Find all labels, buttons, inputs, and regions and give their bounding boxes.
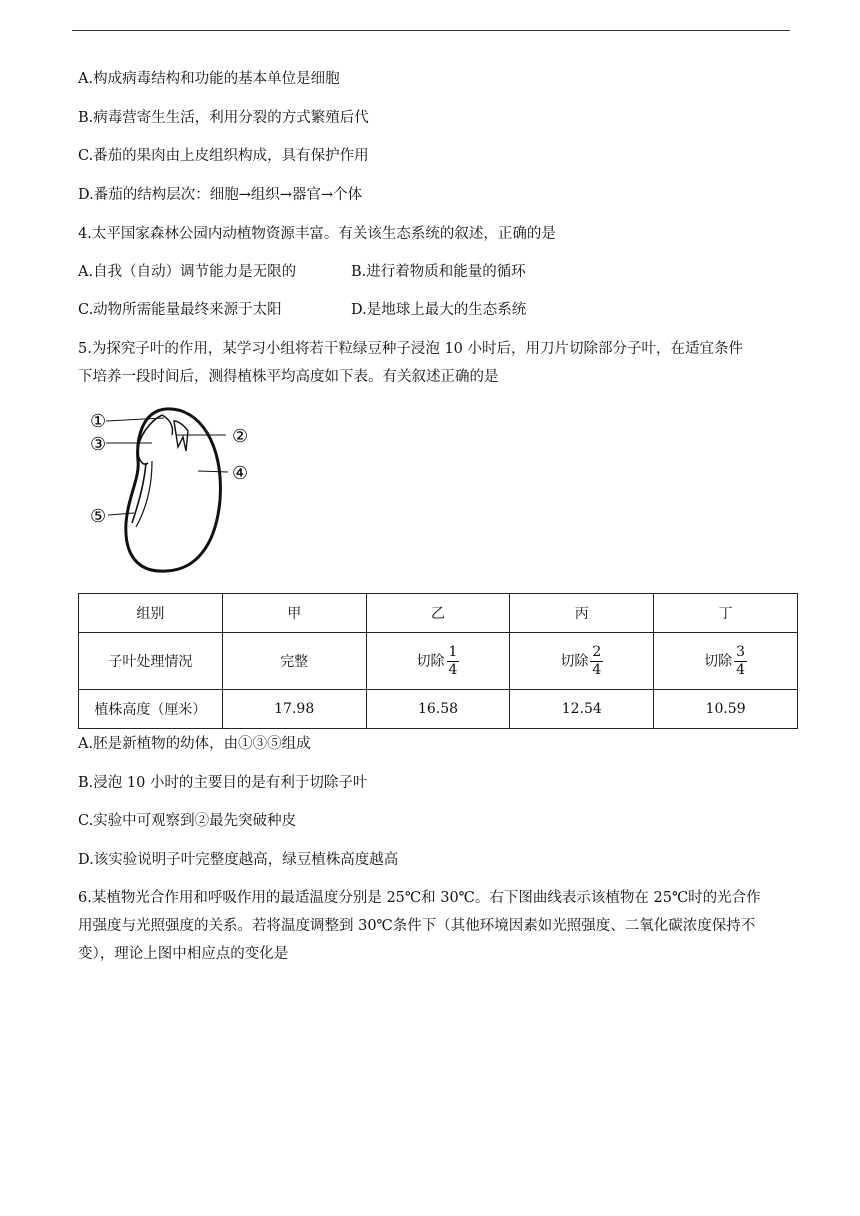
fraction-denominator: 4 bbox=[448, 661, 458, 678]
q5-stem-line2: 下培养一段时间后，测得植株平均高度如下表。有关叙述正确的是 bbox=[78, 369, 499, 385]
q4-option-a: A.自我（自动）调节能力是无限的 bbox=[78, 264, 297, 280]
table-cell: 17.98 bbox=[222, 690, 366, 729]
q4-option-d: D.是地球上最大的生态系统 bbox=[351, 302, 527, 318]
q6-stem-line3: 变），理论上图中相应点的变化是 bbox=[78, 946, 289, 962]
header-cell: 乙 bbox=[366, 594, 510, 633]
table-cell: 16.58 bbox=[366, 690, 510, 729]
q6-stem-line2: 用强度与光照强度的关系。若将温度调整到 30℃条件下（其他环境因素如光照强度、二氧化碳浓度保持不 bbox=[78, 918, 756, 934]
q5-option-c: C.实验中可观察到②最先突破种皮 bbox=[78, 813, 297, 829]
table-cell bbox=[654, 633, 798, 690]
fraction bbox=[734, 644, 747, 679]
header-rule bbox=[72, 30, 790, 31]
table-header-row bbox=[79, 594, 798, 633]
table-row-treatment bbox=[79, 633, 798, 690]
seed-label-4: ④ bbox=[232, 463, 249, 484]
q4-option-b: B.进行着物质和能量的循环 bbox=[351, 264, 526, 280]
q3-option-d: D.番茄的结构层次：细胞→组织→器官→个体 bbox=[78, 187, 363, 203]
seed-structure-diagram bbox=[78, 405, 278, 580]
table-cell: 12.54 bbox=[510, 690, 654, 729]
q5-stem-line1: 5.为探究子叶的作用，某学习小组将若干粒绿豆种子浸泡 10 小时后，用刀片切除部分子叶，在适宜条件 bbox=[78, 341, 743, 357]
seed-label-2: ② bbox=[232, 426, 249, 447]
row-label: 子叶处理情况 bbox=[79, 633, 223, 690]
header-cell: 丁 bbox=[654, 594, 798, 633]
fraction bbox=[447, 644, 460, 679]
q3-option-b: B.病毒营寄生生活，利用分裂的方式繁殖后代 bbox=[78, 110, 369, 126]
header-cell: 丙 bbox=[510, 594, 654, 633]
fraction-numerator: 2 bbox=[592, 643, 602, 660]
q3-option-a: A.构成病毒结构和功能的基本单位是细胞 bbox=[78, 71, 340, 87]
cut-label: 切除 bbox=[704, 653, 733, 669]
fraction-denominator: 4 bbox=[592, 661, 602, 678]
fraction-numerator: 3 bbox=[736, 643, 746, 660]
q5-option-d: D.该实验说明子叶完整度越高，绿豆植株高度越高 bbox=[78, 852, 399, 868]
table-cell: 完整 bbox=[222, 633, 366, 690]
table-cell bbox=[366, 633, 510, 690]
header-cell: 甲 bbox=[222, 594, 366, 633]
seed-label-5: ⑤ bbox=[90, 506, 107, 527]
seed-label-3: ③ bbox=[90, 434, 107, 455]
q6-stem-line1: 6.某植物光合作用和呼吸作用的最适温度分别是 25℃和 30℃。右下图曲线表示该植物在 25℃时的光合作 bbox=[78, 890, 761, 906]
fraction-denominator: 4 bbox=[736, 661, 746, 678]
table-cell: 10.59 bbox=[654, 690, 798, 729]
header-cell: 组别 bbox=[79, 594, 223, 633]
row-label: 植株高度（厘米） bbox=[79, 690, 223, 729]
fraction-numerator: 1 bbox=[448, 643, 458, 660]
fraction bbox=[590, 644, 603, 679]
table-row-height bbox=[79, 690, 798, 729]
results-table bbox=[78, 593, 798, 729]
q5-option-a: A.胚是新植物的幼体，由①③⑤组成 bbox=[78, 736, 311, 752]
cut-label: 切除 bbox=[416, 653, 445, 669]
q5-option-b: B.浸泡 10 小时的主要目的是有利于切除子叶 bbox=[78, 775, 368, 791]
q4-stem: 4.太平国家森林公园内动植物资源丰富。有关该生态系统的叙述，正确的是 bbox=[78, 226, 556, 242]
table-cell bbox=[510, 633, 654, 690]
seed-label-1: ① bbox=[90, 411, 107, 432]
q3-option-c: C.番茄的果肉由上皮组织构成，具有保护作用 bbox=[78, 148, 369, 164]
q4-option-c: C.动物所需能量最终来源于太阳 bbox=[78, 302, 282, 318]
cut-label: 切除 bbox=[560, 653, 589, 669]
